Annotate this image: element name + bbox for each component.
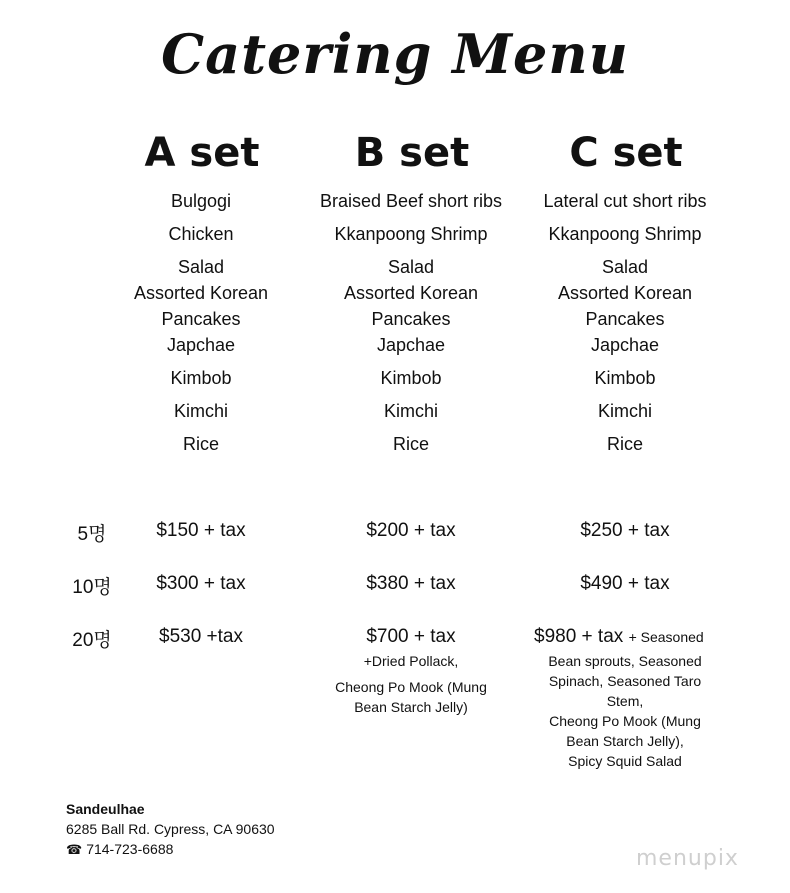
menu-item: Bulgogi (170, 191, 232, 211)
price-a: $530 +tax (159, 626, 243, 647)
price-c: $250 + tax (580, 520, 670, 541)
menu-item: Salad (177, 257, 225, 277)
set-a-items (86, 188, 316, 457)
watermark: menupix (636, 846, 739, 871)
party-size-label: 20명 (72, 630, 112, 651)
extras-c (520, 651, 730, 771)
price-a: $300 + tax (156, 573, 246, 594)
restaurant-info (66, 799, 275, 860)
page-title: Catering Menu (161, 22, 629, 86)
set-a-heading: A set (144, 130, 260, 176)
restaurant-phone: 714-723-6688 (86, 841, 174, 857)
restaurant-phone-row (66, 839, 275, 860)
menu-item: Pancakes (161, 309, 241, 329)
price-a: $150 + tax (156, 520, 246, 541)
extra-line: Bean Starch Jelly), (566, 733, 684, 749)
menu-item: Rice (182, 434, 219, 454)
extra-line: +Dried Pollack, (363, 653, 459, 669)
set-c-heading: C set (569, 130, 683, 176)
restaurant-name: Sandeulhae (66, 801, 145, 817)
party-size-label: 10명 (72, 577, 112, 598)
set-c-items (510, 188, 740, 457)
menu-item: Assorted Korean (133, 283, 269, 303)
menu-item: Assorted Korean (343, 283, 479, 303)
menu-item: Kimchi (173, 401, 228, 421)
set-b-items (296, 188, 526, 457)
menu-item: Japchae (376, 335, 446, 355)
extra-line: Stem, (606, 693, 644, 709)
menu-item: Braised Beef short ribs (319, 191, 503, 211)
extra-line: Spinach, Seasoned Taro (548, 673, 702, 689)
price-c: $490 + tax (580, 573, 670, 594)
phone-icon: ☎ (66, 842, 83, 857)
menu-item: Salad (601, 257, 649, 277)
menu-item: Kimchi (383, 401, 438, 421)
restaurant-address: 6285 Ball Rd. Cypress, CA 90630 (66, 821, 275, 837)
extra-line: Spicy Squid Salad (568, 753, 682, 769)
extra-line: Cheong Po Mook (Mung (335, 679, 487, 695)
price-c: $980 + tax (534, 626, 624, 647)
menu-item: Chicken (168, 224, 234, 244)
set-b-heading: B set (354, 130, 470, 176)
extra-line: Bean Starch Jelly) (354, 699, 468, 715)
price-b: $380 + tax (366, 573, 456, 594)
menu-item: Rice (606, 434, 643, 454)
menu-item: Kkanpoong Shrimp (334, 224, 488, 244)
menu-item: Rice (392, 434, 429, 454)
menu-item: Kimbob (594, 368, 656, 388)
menu-item: Kimbob (170, 368, 232, 388)
menu-item: Lateral cut short ribs (543, 191, 707, 211)
menu-item: Assorted Korean (557, 283, 693, 303)
menu-item: Japchae (166, 335, 236, 355)
menu-item: Kkanpoong Shrimp (548, 224, 702, 244)
price-b: $700 + tax (366, 626, 456, 647)
extra-line: Bean sprouts, Seasoned (548, 653, 702, 669)
extra-line: Cheong Po Mook (Mung (549, 713, 701, 729)
extras-b (306, 651, 516, 717)
party-size-label: 5명 (77, 524, 107, 545)
menu-item: Salad (387, 257, 435, 277)
extras-c-inline: + Seasoned (628, 629, 704, 645)
menu-item: Kimbob (380, 368, 442, 388)
menu-item: Pancakes (585, 309, 665, 329)
price-c-row (534, 626, 704, 648)
menu-item: Kimchi (597, 401, 652, 421)
price-b: $200 + tax (366, 520, 456, 541)
menu-item: Pancakes (371, 309, 451, 329)
menu-item: Japchae (590, 335, 660, 355)
